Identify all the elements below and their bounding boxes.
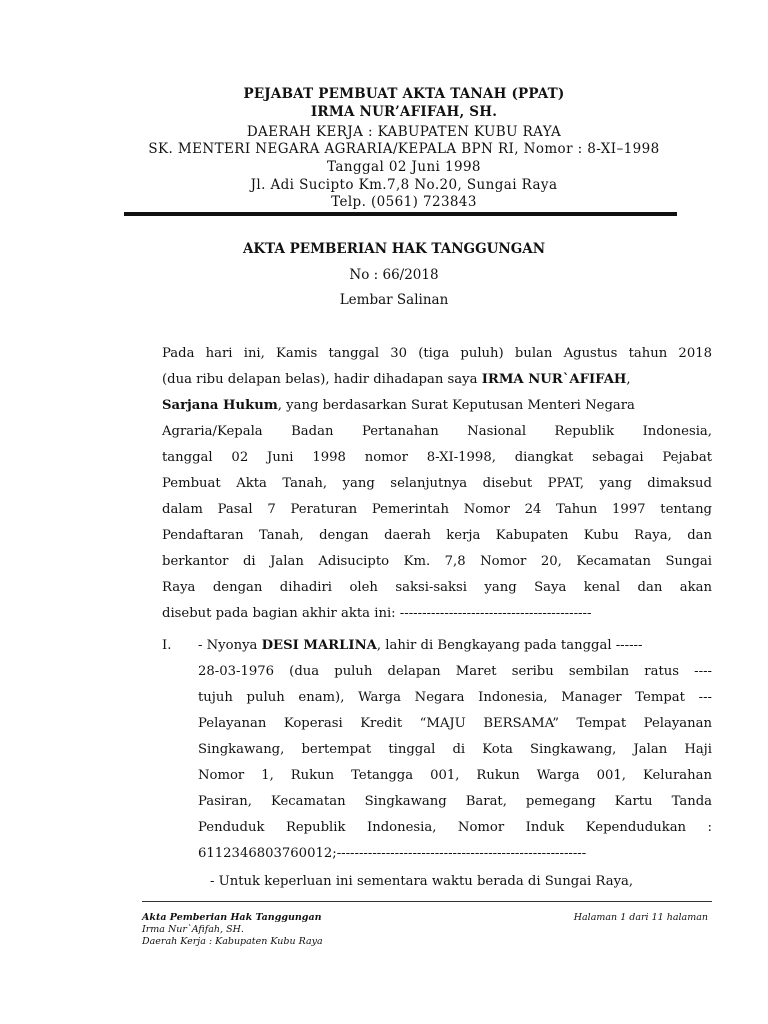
paragraph-line: (dua ribu delapan belas), hadir dihadapan saya IRMA NUR`AFIFAH, <box>162 372 631 387</box>
official-name-inline: IRMA NUR`AFIFAH <box>481 372 627 387</box>
paragraph-line: Singkawang, bertempat tinggal di Kota Singkawang, Jalan Haji <box>198 742 712 757</box>
paragraph-line: Nomor 1, Rukun Tetangga 001, Rukun Warga 001, Kelurahan <box>198 768 712 783</box>
page-footer <box>142 912 712 948</box>
page-counter: Halaman 1 dari 11 halaman <box>573 912 708 923</box>
paragraph-line: Sarjana Hukum, yang berdasarkan Surat Keputusan Menteri Negara <box>162 398 635 413</box>
office-phone: Telp. (0561) 723843 <box>331 194 477 210</box>
item-number: I. <box>162 638 172 653</box>
paragraph-line: - Nyonya DESI MARLINA, lahir di Bengkayang pada tanggal ------ <box>198 638 643 653</box>
paragraph-line: tujuh puluh enam), Warga Negara Indonesia, Manager Tempat --- <box>198 690 712 705</box>
paragraph-line: Pelayanan Koperasi Kredit “MAJU BERSAMA” Tempat Pelayanan <box>198 716 712 731</box>
work-area: DAERAH KERJA : KABUPATEN KUBU RAYA <box>246 124 562 140</box>
paragraph-line: Penduduk Republik Indonesia, Nomor Induk Kependudukan : <box>198 820 712 835</box>
paragraph-line: Raya dengan dihadiri oleh saksi-saksi yang Saya kenal dan akan <box>162 580 712 595</box>
footer-deed-title: Akta Pemberian Hak Tanggungan <box>142 912 322 923</box>
paragraph-line: dalam Pasal 7 Peraturan Pemerintah Nomor 24 Tahun 1997 tentang <box>162 502 712 517</box>
footer-divider <box>142 901 712 902</box>
letterhead-divider <box>124 212 677 216</box>
decree-number: SK. MENTERI NEGARA AGRARIA/KEPALA BPN RI, Nomor : 8-XI–1998 <box>148 141 660 157</box>
office-title: PEJABAT PEMBUAT AKTA TANAH (PPAT) <box>243 86 565 102</box>
paragraph-line: Pasiran, Kecamatan Singkawang Barat, pemegang Kartu Tanda <box>198 794 712 809</box>
paragraph-line: Pembuat Akta Tanah, yang selanjutnya disebut PPAT, yang dimaksud <box>162 476 712 491</box>
party-name: DESI MARLINA <box>261 638 377 653</box>
office-address: Jl. Adi Sucipto Km.7,8 No.20, Sungai Raya <box>250 177 558 193</box>
deed-title-block <box>0 241 768 308</box>
paragraph-line: 28-03-1976 (dua puluh delapan Maret seribu sembilan ratus ---- <box>198 664 712 679</box>
paragraph-line: tanggal 02 Juni 1998 nomor 8-XI-1998, diangkat sebagai Pejabat <box>162 450 712 465</box>
paragraph-line: Pendaftaran Tanah, dengan daerah kerja Kabupaten Kubu Raya, dan <box>162 528 712 543</box>
paragraph-line: Pada hari ini, Kamis tanggal 30 (tiga puluh) bulan Agustus tahun 2018 <box>162 346 712 361</box>
deed-number: No : 66/2018 <box>349 267 439 283</box>
deed-title: AKTA PEMBERIAN HAK TANGGUNGAN <box>242 241 546 257</box>
paragraph-line: Agraria/Kepala Badan Pertanahan Nasional Republik Indonesia, <box>162 424 712 439</box>
letterhead <box>20 86 768 212</box>
footer-official-name: Irma Nur`Afifah, SH. <box>142 924 244 935</box>
paragraph-line: 6112346803760012;-------------------------------------------------------- <box>198 846 587 861</box>
official-name: IRMA NUR’AFIFAH, SH. <box>310 104 498 120</box>
paragraph-line: disebut pada bagian akhir akta ini: ------------------------------------------- <box>162 606 592 621</box>
sheet-type: Lembar Salinan <box>339 292 449 308</box>
degree-inline: Sarjana Hukum <box>162 398 278 413</box>
paragraph-line: - Untuk keperluan ini sementara waktu berada di Sungai Raya, <box>210 874 634 889</box>
paragraph-line: berkantor di Jalan Adisucipto Km. 7,8 Nomor 20, Kecamatan Sungai <box>162 554 712 569</box>
footer-work-area: Daerah Kerja : Kabupaten Kubu Raya <box>142 936 323 947</box>
decree-date: Tanggal 02 Juni 1998 <box>327 159 481 175</box>
